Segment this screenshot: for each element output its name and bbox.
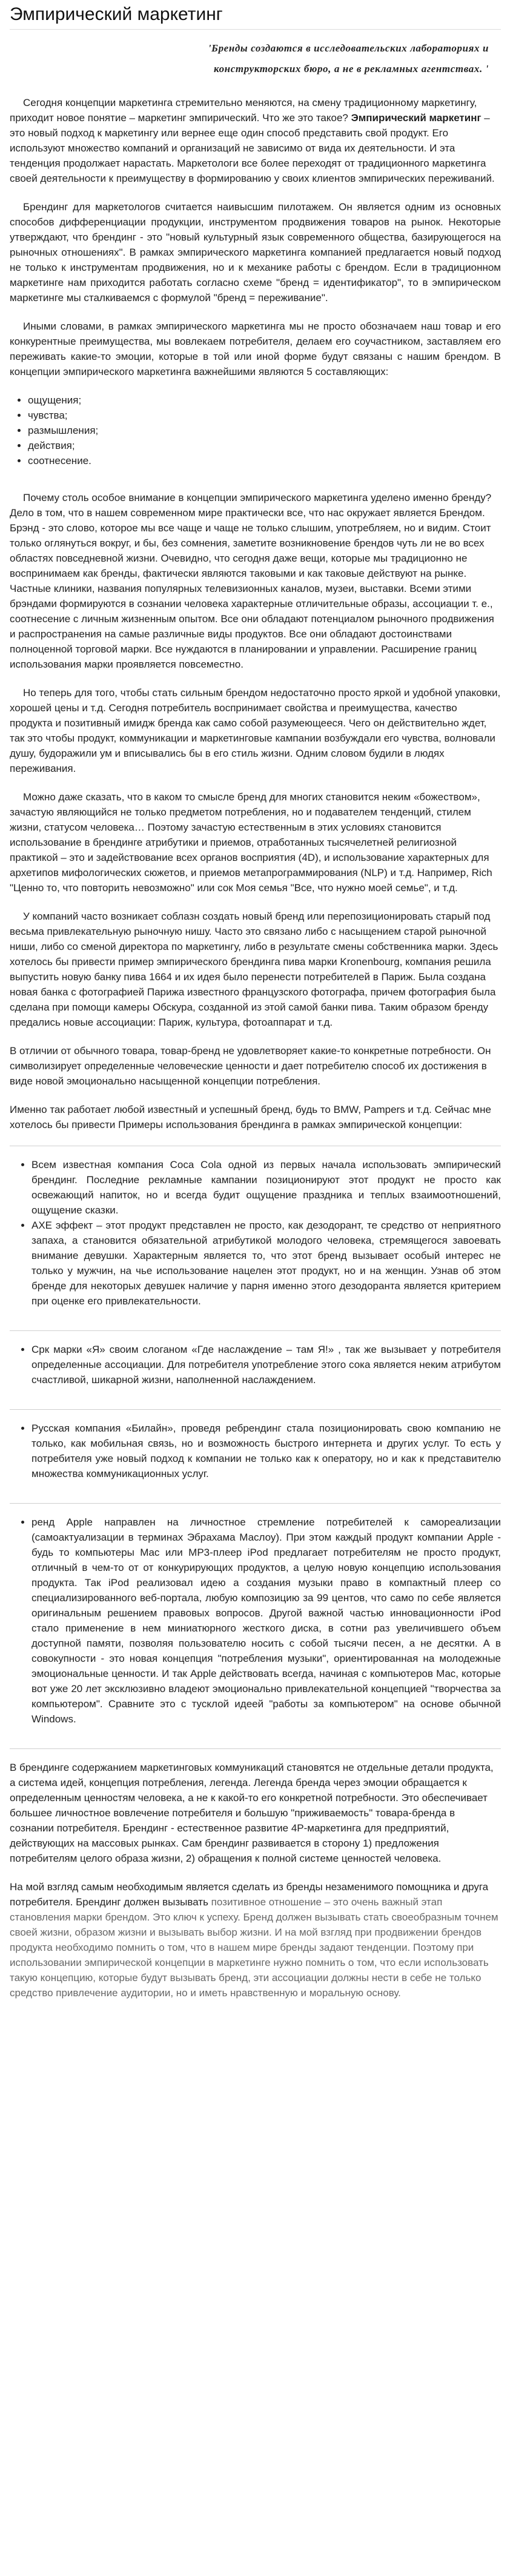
page-title: Эмпирический маркетинг [10,4,501,30]
article [0,4,513,2000]
epigraph: 'Бренды создаются в исследовательских лабораториях и конструкторских бюро, а не в рекламных агентствах. ' [208,42,489,75]
conclusion-text-faded: позитивное отношение – это очень важный этап становления марки брендом. Это ключ к успеху. Бренд должен вызывать стать своеобразным точнем своей жизни, образом жизни и вызывать выбор жизни. И на мой взгляд при продвижении брендов продукта необходимо помнить о том, что в нашем мире бренды задают тенденции. Поэтому при использовании эмпирической концепции в маркетинге нужно помнить о том, что если использовать такую концепцию, которые будут вызывать бренд, эти ассоциации должны нести в себе не только средство привлечение аудитории, но и иметь нравственную и моральную основу. [10,1896,498,1999]
strong-brand-paragraph: Но теперь для того, чтобы стать сильным брендом недостаточно просто яркой и удобной упаковки, хорошей цены и т.д. Сегодня потребитель воспринимает свойства и преимущества, качество продукта и позитивный имидж бренда как само собой разумеющееся. Чего он действительно ждет, так это чтобы продукт, коммуникации и маркетинговые кампании возбуждали его чувства, волновали душу, будоражили ум и вписывались бы в его стиль жизни. Одним словом будили в людях переживания. [10,687,501,774]
example-beeline: • Русская компания «Билайн», проведя ребрендинг стала позиционировать свою компанию не только, как мобильная связь, но и возможность быстрого интернета и других услуг. То есть у потребителя уже новый подход к компании не только как к оператору, но и как к представителю множества коммуникационных услуг. [31,1421,501,1481]
example-axe: • AXE эффект – этот продукт представлен не просто, как дезодорант, те средство от неприятного запаха, а становится обязательной атрибутикой молодого человека, стремящегося завоевать внимание девушки. Характерным является то, что этот бренд вызывает особый интерес не только у мужчин, на чье использование нацелен этот продукт, но и на женщин. Узнав об этом бренде для некоторых девушек наличие у парня именно этого дезодоранта является критерием при оценке его привлекательности. [31,1218,501,1309]
conclusion-paragraph [10,1879,501,2000]
list-item: • чувства; [28,408,501,423]
divider [10,1503,501,1504]
examples-list-4 [10,1515,501,1727]
list-item: • соотнесение. [28,453,501,468]
list-item: • размышления; [28,423,501,438]
components-list [10,393,501,468]
examples-intro-paragraph: Именно так работает любой известный и успешный бренд, будь то BMW, Pampers и т.д. Сейчас мне хотелось бы привести Примеры использования брендинга в рамках эмпирической концепции: [10,1104,491,1130]
example-coca-cola: • Всем известная компания Coca Cola одной из первых начала использовать эмпирический брендинг. Последние рекламные кампании позиционируют этот продукт не просто как освежающий напиток, но и всегда будит ощущение праздника и теплых взаимоотношений, ощущение сказки. [31,1157,501,1218]
brand-attention-paragraph: Почему столь особое внимание в концепции эмпирического маркетинга уделено именно бренду? Дело в том, что в нашем современном мире практически все, что нас окружает является Брендом. Брэнд - это слово, которое мы все чаще и чаще не только слышим, употребляем, но и видим. Стоит только оглянуться вокруг, и бы, без сомнения, заметите возникновение брендов чуть ли не во всех областях повседневной жизни. Очевидно, что сегодня даже вещи, которые мы традиционно не воспринимаем как бренды, фактически являются таковыми и как таковые действуют на рынке. Частные клиники, названия популярных телевизионных каналов, музеи, выставки. Всеми этими брэндами формируются в сознании человека характерные отличительные образы, ассоциации т. е., соотнесение с личным жизненным опытом. Все они обладают потенциалом рыночного продвижения и распространения на самые различные виды продуктов. Все они обладают достоинствами полноценной торговой марки. Все нуждаются в планировании и управлении. Расширение границ использования марки проявляется повсеместно. [10,492,494,670]
examples-list-2 [10,1342,501,1387]
brand-deity-paragraph: Можно даже сказать, что в каком то смысле бренд для многих становится неким «божеством», зачастую являющийся не только предметом потребления, но и подавателем тенденций, стилем жизни, статусом человека… Поэтому зачастую естественным в этих условиях становится использование в брендинге атрибутики и приемов, отработанных тысячелетней религиозной практикой – это и задействование всех органов восприятия (4D), и использование характерных для архетипов мифологических сюжетов, и приемов метапрограммирования (NLP) и т.д. Например, Rich "Ценно то, что повторить невозможно" или сок Моя семья "Все, что нужно моей семье", и т.д. [10,791,492,894]
intro-paragraph [10,95,501,186]
intro-term-bold: Эмпирический маркетинг [351,112,482,124]
list-item: • действия; [28,438,501,453]
divider [10,1409,501,1410]
example-ya-juice: • Срк марки «Я» своим слоганом «Где наслаждение – там Я!» , так же вызывает у потребителя определенные ассоциации. Для потребителя употребление этого сока является неким атрибутом счастливой, шикарной жизни, наполненной наслаждением. [31,1342,501,1387]
divider [10,1748,501,1749]
examples-list-3 [10,1421,501,1481]
kronenbourg-paragraph: У компаний часто возникает соблазн создать новый бренд или перепозиционировать старый под весьма привлекательную рыночную нишу. Часто это связано либо с насыщением старой рыночной ниши, либо со сменой директора по маркетингу, либо в результате смены собственника марки. Здесь хотелось бы привести пример эмпирического брендинга пива марки Kronenbourg, компания решила выпустить новую банку пива 1664 и их идея было перенести потребителей в Париж. Была создана новая банка с фотографией Парижа известного французского фотографа, причем фотография была сделана при помощи камеры Обскура, созданной из этой самой банки пива. Таким образом бренду предались новые ассоциации: Париж, культура, фотоаппарат и т.д. [10,911,498,1028]
components-intro-paragraph: Иными словами, в рамках эмпирического маркетинга мы не просто обозначаем наш товар и его конкурентные преимущества, мы вовлекаем потребителя, делаем его соучастником, заставляем его переживать какие-то эмоции, которые в той или иной форме будут связаны с нашим брендом. В концепции эмпирического маркетинга важнейшими являются 5 составляющих: [10,320,501,377]
intro-text: Сегодня концепции маркетинга стремительно меняются, на смену традиционному маркетингу, приходит новое понятие – маркетинг эмпирический. Что же это такое? [10,97,477,124]
list-item: • ощущения; [28,393,501,408]
branding-paragraph: Брендинг для маркетологов считается наивысшим пилотажем. Он является одним из основных способов дифференциации продукции, инструментом продвижения товаров на рынок. Некоторые утверждают, что брендинг - это "новый культурный язык современного общества, базирующегося на рыночных отношениях". В рамках эмпирического маркетинга компанией предлагается новый подход не только к инструментам продвижения, но и к механике работы с брендом. Если в традиционном маркетинге нам приходится работать согласно схеме "бренд = идентификатор", то в эмпирическом маркетинге мы сталкиваемся с формулой "бренд = переживание". [10,201,501,304]
brand-product-paragraph: В отличии от обычного товара, товар-бренд не удовлетворяет какие-то конкретные потребности. Он символизирует определенные человеческие ценности и дает потребителю способ их достижения в виде новой эмоционально насыщенной концепции потребления. [10,1045,491,1087]
legend-paragraph: В брендинге содержанием маркетинговых коммуникаций становятся не отдельные детали продукта, а система идей, концепция потребления, легенда. Легенда бренда через эмоции обращается к определенным ценностям человека, а не к какой-то его конкретной потребности. Это обеспечивает большее личностное вовлечение потребителя и большую "приживаемость" товара-бренда в сознании потребителя. Брендинг - естественное развитие 4Р-маркетинга для предприятий, действующих на массовых рынках. Сам брендинг развивается в сторону 1) предложения потребителям целого образа жизни, 2) обращения к полной системе ценностей человека. [10,1762,494,1864]
examples-list-1 [10,1157,501,1309]
conclusion-text: На мой взгляд самым необходимым является сделать из бренды незаменимого помощника и друга потребителя. Брендинг должен вызывать [10,1881,489,1908]
divider [10,1330,501,1331]
intro-text-rest: – это новый подход к маркетингу или вернее еще один способ представить свой продукт. Его используют множество компаний и организаций не зависимо от вида их деятельности. И эта тенденция продолжает нарастать. Маркетологи все более переходят от традиционного маркетинга своей деятельности к преимуществу в формированию у своих клиентов эмпирических переживаний. [10,112,495,184]
example-apple: • ренд Apple направлен на личностное стремление потребителей к самореализации (самоактуализации в терминах Эбрахама Маслоу). При этом каждый продукт компании Apple - будь то компьютеры Mac или MP3-плеер iPod предлагает потребителям не просто продукт, отличный в чем-то от от конкурирующих продуктов, а целую новую концепцию использования продукта. Так iPod реализовал идею а создания музыки право в компактный плеер со специализированного веб-портала, любую композицию за 99 центов, что само по себе является оригинальным решением правовых вопросов. Другой важной частью инновационности iPod стало применение в нем миниатюрного жесткого диска, в сотни раз увеличившего объем доступной памяти, позволяя пользователю носить с собой тысячи песен, а не десятки. А в совокупности - это новая концепция "потребления музыки", ориентированная на молодежные эмоциональные ценности. И так Apple действовать всегда, начиная с компьютеров Mac, которые вот уже 20 лет эксклюзивно владеют эмоционально привлекательной концепцией "творчества за компьютером". Сравните это с тусклой идеей "работы за компьютером" на основе обычной Windows. [31,1515,501,1727]
